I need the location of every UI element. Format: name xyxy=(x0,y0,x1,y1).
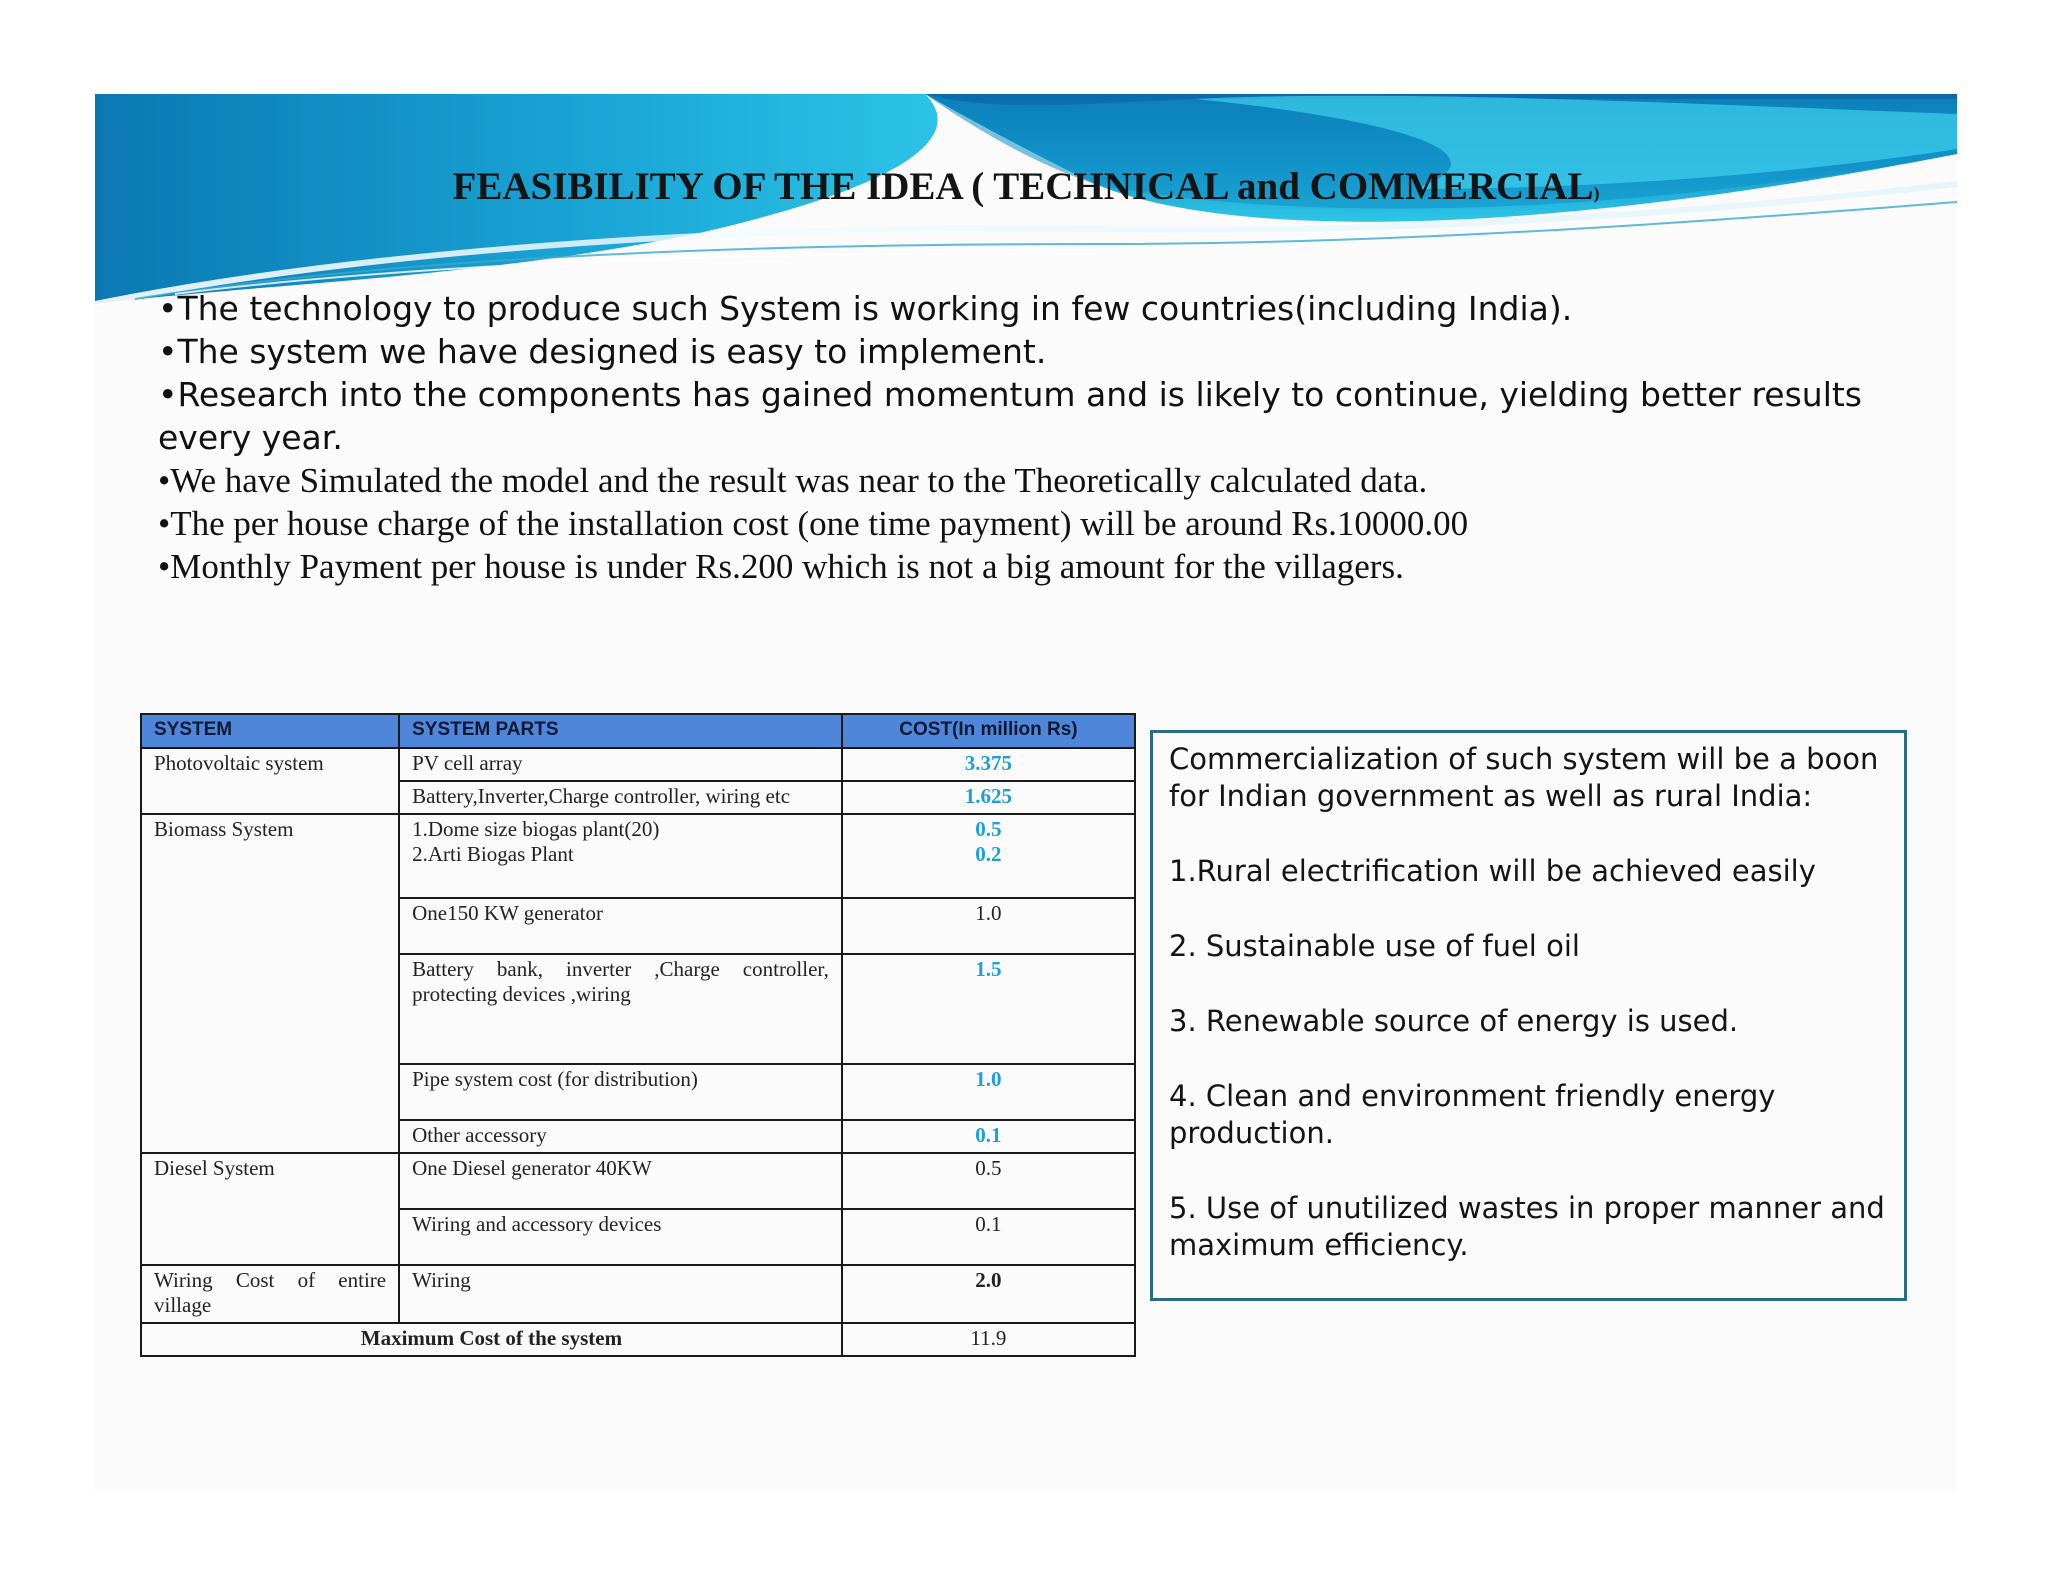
cost-diesel-wiring: 0.1 xyxy=(842,1209,1135,1265)
part-generator-150kw: One150 KW generator xyxy=(399,898,842,954)
system-photovoltaic: Photovoltaic system xyxy=(141,748,399,814)
bullet-list xyxy=(158,287,1918,588)
cost-arti-biogas: 0.2 xyxy=(975,842,1002,866)
cost-pv-cell-array: 3.375 xyxy=(842,748,1135,781)
part-diesel-generator: One Diesel generator 40KW xyxy=(399,1153,842,1209)
part-pipe-system: Pipe system cost (for distribution) xyxy=(399,1064,842,1120)
part-other-accessory: Other accessory xyxy=(399,1120,842,1153)
page-title xyxy=(95,164,1957,209)
cost-wiring: 2.0 xyxy=(842,1265,1135,1323)
part-biogas-plants xyxy=(399,814,842,898)
slide xyxy=(95,94,1957,1492)
bullet-technology: •The technology to produce such System is working in few countries(including India). xyxy=(158,289,1573,328)
system-biomass: Biomass System xyxy=(141,814,399,1153)
part-pv-cell-array: PV cell array xyxy=(399,748,842,781)
cost-pipe-system: 1.0 xyxy=(842,1064,1135,1120)
cost-generator-150kw: 1.0 xyxy=(842,898,1135,954)
bullet-simulated: •We have Simulated the model and the result was near to the Theoretically calculated data. xyxy=(158,461,1428,500)
benefit-fuel-oil: 2. Sustainable use of fuel oil xyxy=(1169,929,1580,963)
table-row xyxy=(141,1265,1135,1323)
title-main: FEASIBILITY OF THE IDEA ( TECHNICAL and COMMERCIAL xyxy=(452,165,1594,208)
benefit-rural-electrification: 1.Rural electrification will be achieved easily xyxy=(1169,854,1816,888)
cost-battery-bank: 1.5 xyxy=(842,954,1135,1064)
header-system-parts: SYSTEM PARTS xyxy=(399,714,842,748)
part-pv-battery: Battery,Inverter,Charge controller, wiring etc xyxy=(399,781,842,814)
cost-other-accessory: 0.1 xyxy=(842,1120,1135,1153)
bullet-installation-cost: •The per house charge of the installation cost (one time payment) will be around Rs.10000.00 xyxy=(158,504,1469,543)
benefit-renewable: 3. Renewable source of energy is used. xyxy=(1169,1004,1739,1038)
bullet-research: •Research into the components has gained momentum and is likely to continue, yielding better results every year. xyxy=(158,375,1862,457)
part-diesel-wiring: Wiring and accessory devices xyxy=(399,1209,842,1265)
cost-diesel-generator: 0.5 xyxy=(842,1153,1135,1209)
part-dome-biogas: 1.Dome size biogas plant(20) xyxy=(412,817,660,841)
part-wiring: Wiring xyxy=(399,1265,842,1323)
part-arti-biogas: 2.Arti Biogas Plant xyxy=(412,842,574,866)
table-row xyxy=(141,814,1135,898)
table-total-row xyxy=(141,1323,1135,1356)
cost-biogas-plants xyxy=(842,814,1135,898)
benefit-clean-energy: 4. Clean and environment friendly energy production. xyxy=(1169,1079,1776,1150)
total-label: Maximum Cost of the system xyxy=(141,1323,842,1356)
table-row xyxy=(141,748,1135,781)
header-system: SYSTEM xyxy=(141,714,399,748)
part-battery-bank: Battery bank, inverter ,Charge controller, protecting devices ,wiring xyxy=(399,954,842,1064)
commercialization-intro: Commercialization of such system will be a boon for Indian government as well as rural India: xyxy=(1169,742,1879,813)
cost-table xyxy=(140,713,1136,1357)
bullet-easy-implement: •The system we have designed is easy to implement. xyxy=(158,332,1047,371)
total-cost: 11.9 xyxy=(842,1323,1135,1356)
system-wiring-village: Wiring Cost of entire village xyxy=(141,1265,399,1323)
table-row xyxy=(141,1153,1135,1209)
header-cost: COST(In million Rs) xyxy=(842,714,1135,748)
table-header-row xyxy=(141,714,1135,748)
benefit-unutilized-wastes: 5. Use of unutilized wastes in proper manner and maximum efficiency. xyxy=(1169,1191,1885,1262)
system-diesel: Diesel System xyxy=(141,1153,399,1265)
commercialization-box xyxy=(1150,730,1907,1301)
bullet-monthly-payment: •Monthly Payment per house is under Rs.200 which is not a big amount for the villagers. xyxy=(158,547,1404,586)
cost-dome-biogas: 0.5 xyxy=(975,817,1002,841)
cost-pv-battery: 1.625 xyxy=(842,781,1135,814)
title-close-paren: ) xyxy=(1593,183,1600,203)
